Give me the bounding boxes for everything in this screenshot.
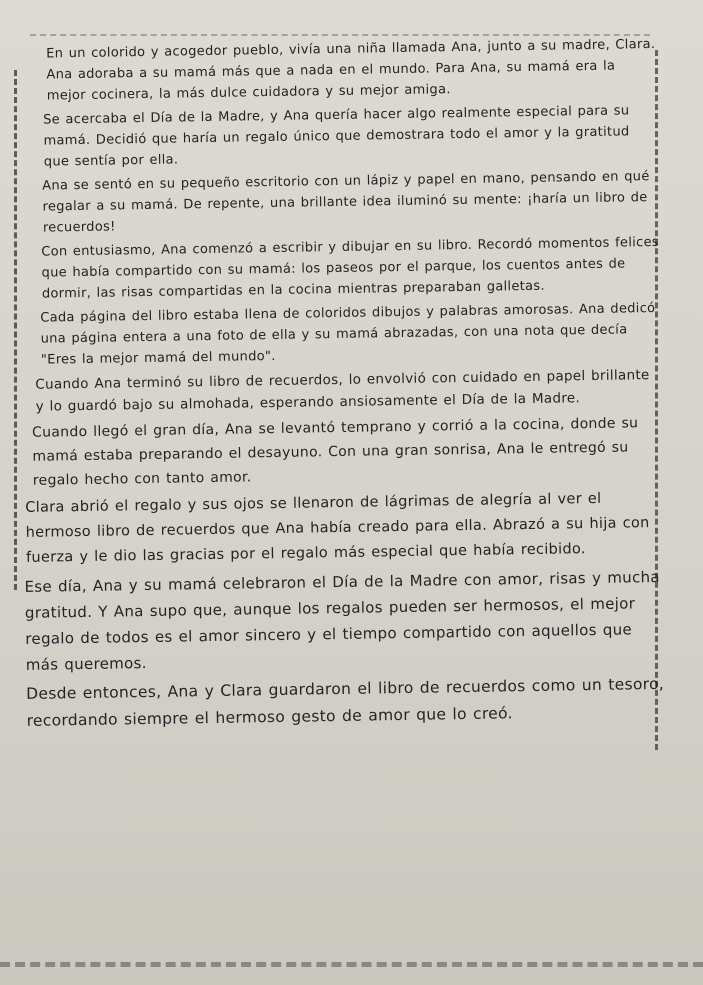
story-paragraph: Con entusiasmo, Ana comenzó a escribir y dibujar en su libro. Recordó momentos felices que había compartido con su mamá: los paseos por el parque, los cuentos antes de dormir, las risas compartidas en la cocina mientras preparaban galletas.: [41, 234, 660, 302]
story-paragraph: Ese día, Ana y su mamá celebraron el Día de la Madre con amor, risas y mucha gratitud. Y Ana supo que, aunque los regalos pueden ser hermosos, el mejor regalo de todos es el amor sincero y el tiempo compartido con aquellos que más queremos.: [24, 567, 660, 674]
bottom-dashed-rule: [0, 962, 703, 967]
story-paragraph: Ana se sentó en su pequeño escritorio con un lápiz y papel en mano, pensando en qué regalar a su mamá. De repente, una brillante idea iluminó su mente: ¡haría un libro de recuerdos!: [42, 169, 650, 236]
story-paragraph: En un colorido y acogedor pueblo, vivía una niña llamada Ana, junto a su madre, Clara. Ana adoraba a su mamá más que a nada en el mundo. Para Ana, su mamá era la mejor cocinera, la más dulce cuidadora y su mejor amiga.: [46, 36, 656, 104]
left-margin-line: [14, 70, 17, 590]
story-paragraph: Cuando Ana terminó su libro de recuerdos, lo envolvió con cuidado en papel brillante y lo guardó bajo su almohada, esperando ansiosamente el Día de la Madre.: [35, 367, 650, 415]
story-paragraph: Se acercaba el Día de la Madre, y Ana quería hacer algo realmente especial para su mamá. Decidió que haría un regalo único que demostrara todo el amor y la gratitud que sentía por ella.: [43, 103, 630, 170]
story-text: [16, 34, 667, 738]
story-paragraph: Clara abrió el regalo y sus ojos se llenaron de lágrimas de alegría al ver el hermoso libro de recuerdos que Ana había creado para ella. Abrazó a su hija con fuerza y le dio las gracias por el regalo más especial que había recibido.: [25, 490, 650, 566]
story-paragraph: Cada página del libro estaba llena de coloridos dibujos y palabras amorosas. Ana dedicó una página entera a una foto de ella y su mamá abrazadas, con una nota que decía "Eres la mejor mamá del mundo".: [40, 300, 656, 368]
story-paragraph: Cuando llegó el gran día, Ana se levantó temprano y corrió a la cocina, donde su mamá estaba preparando el desayuno. Con una gran sonrisa, Ana le entregó su regalo hecho con tanto amor.: [31, 415, 639, 489]
story-paragraph: Desde entonces, Ana y Clara guardaron el libro de recuerdos como un tesoro, recordando siempre el hermoso gesto de amor que lo creó.: [26, 674, 665, 730]
